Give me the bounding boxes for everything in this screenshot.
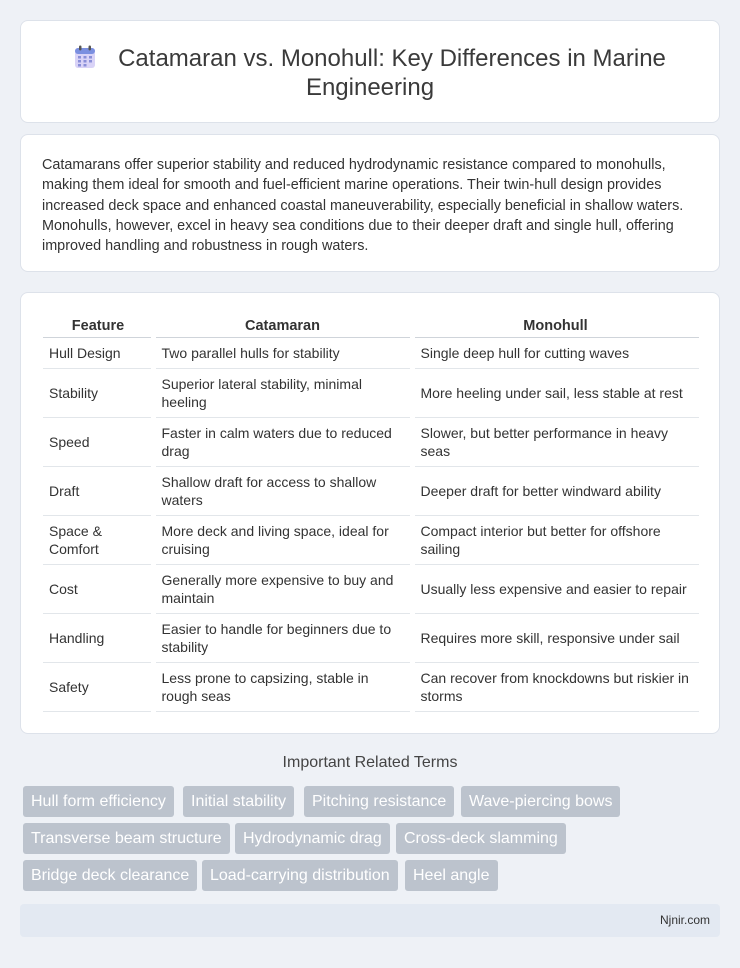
related-terms-title: Important Related Terms [282, 754, 458, 771]
related-term-tag[interactable]: Heel angle [405, 860, 498, 891]
monohull-cell: Single deep hull for cutting waves [412, 337, 699, 368]
related-term-tag[interactable]: Pitching resistance [304, 786, 454, 817]
table-row [43, 337, 699, 368]
table-header-row [43, 315, 699, 337]
related-term-tag[interactable]: Bridge deck clearance [23, 860, 197, 891]
table-row [43, 368, 699, 417]
monohull-cell: More heeling under sail, less stable at rest [412, 368, 699, 417]
related-term-tag[interactable]: Hull form efficiency [23, 786, 174, 817]
catamaran-cell: Less prone to capsizing, stable in rough seas [153, 662, 412, 711]
feature-cell: Stability [43, 368, 153, 417]
summary-card [20, 134, 720, 272]
catamaran-cell: Generally more expensive to buy and maintain [153, 564, 412, 613]
footer-site-name: Njnir.com [659, 913, 710, 927]
catamaran-cell: Shallow draft for access to shallow waters [153, 466, 412, 515]
feature-cell: Handling [43, 613, 153, 662]
feature-cell: Space & Comfort [43, 515, 153, 564]
monohull-cell: Deeper draft for better windward ability [412, 466, 699, 515]
feature-cell: Speed [43, 417, 153, 466]
feature-cell: Draft [43, 466, 153, 515]
catamaran-cell: Superior lateral stability, minimal heeling [153, 368, 412, 417]
monohull-cell: Compact interior but better for offshore sailing [412, 515, 699, 564]
summary-text: Catamarans offer superior stability and reduced hydrodynamic resistance compared to monohulls, making them ideal for smooth and fuel-efficient marine operations. Their twin-hull design provides increased deck space and enhanced coastal maneuverability, especially beneficial in shallow waters. Monohulls, however, excel in heavy sea conditions due to their deeper draft and single hull, offering improved handling and robustness in rough waters. [42, 157, 684, 255]
related-term-tag[interactable]: Cross-deck slamming [396, 823, 566, 854]
table-row [43, 564, 699, 613]
header-monohull: Monohull [412, 315, 699, 337]
table-row [43, 466, 699, 515]
table-row [43, 662, 699, 711]
related-term-tag[interactable]: Wave-piercing bows [461, 786, 620, 817]
catamaran-cell: Faster in calm waters due to reduced drag [153, 417, 412, 466]
related-term-tag[interactable]: Load-carrying distribution [202, 860, 398, 891]
catamaran-cell: More deck and living space, ideal for cruising [153, 515, 412, 564]
header-feature: Feature [43, 315, 153, 337]
page-title-wrap [21, 44, 719, 102]
page-title: Catamaran vs. Monohull: Key Differences in Marine Engineering [118, 45, 666, 101]
table-row [43, 417, 699, 466]
feature-cell: Cost [43, 564, 153, 613]
monohull-cell: Can recover from knockdowns but riskier in storms [412, 662, 699, 711]
footer [20, 904, 720, 937]
comparison-table-card [20, 292, 720, 734]
monohull-cell: Slower, but better performance in heavy seas [412, 417, 699, 466]
related-term-tag[interactable]: Initial stability [183, 786, 294, 817]
comparison-table [43, 315, 699, 712]
catamaran-cell: Two parallel hulls for stability [153, 337, 412, 368]
title-card [20, 20, 720, 123]
related-term-tag[interactable]: Transverse beam structure [23, 823, 230, 854]
related-term-tag[interactable]: Hydrodynamic drag [235, 823, 390, 854]
feature-cell: Safety [43, 662, 153, 711]
calendar-icon [74, 45, 96, 69]
monohull-cell: Requires more skill, responsive under sail [412, 613, 699, 662]
catamaran-cell: Easier to handle for beginners due to stability [153, 613, 412, 662]
feature-cell: Hull Design [43, 337, 153, 368]
table-row [43, 613, 699, 662]
header-catamaran: Catamaran [153, 315, 412, 337]
monohull-cell: Usually less expensive and easier to repair [412, 564, 699, 613]
table-row [43, 515, 699, 564]
